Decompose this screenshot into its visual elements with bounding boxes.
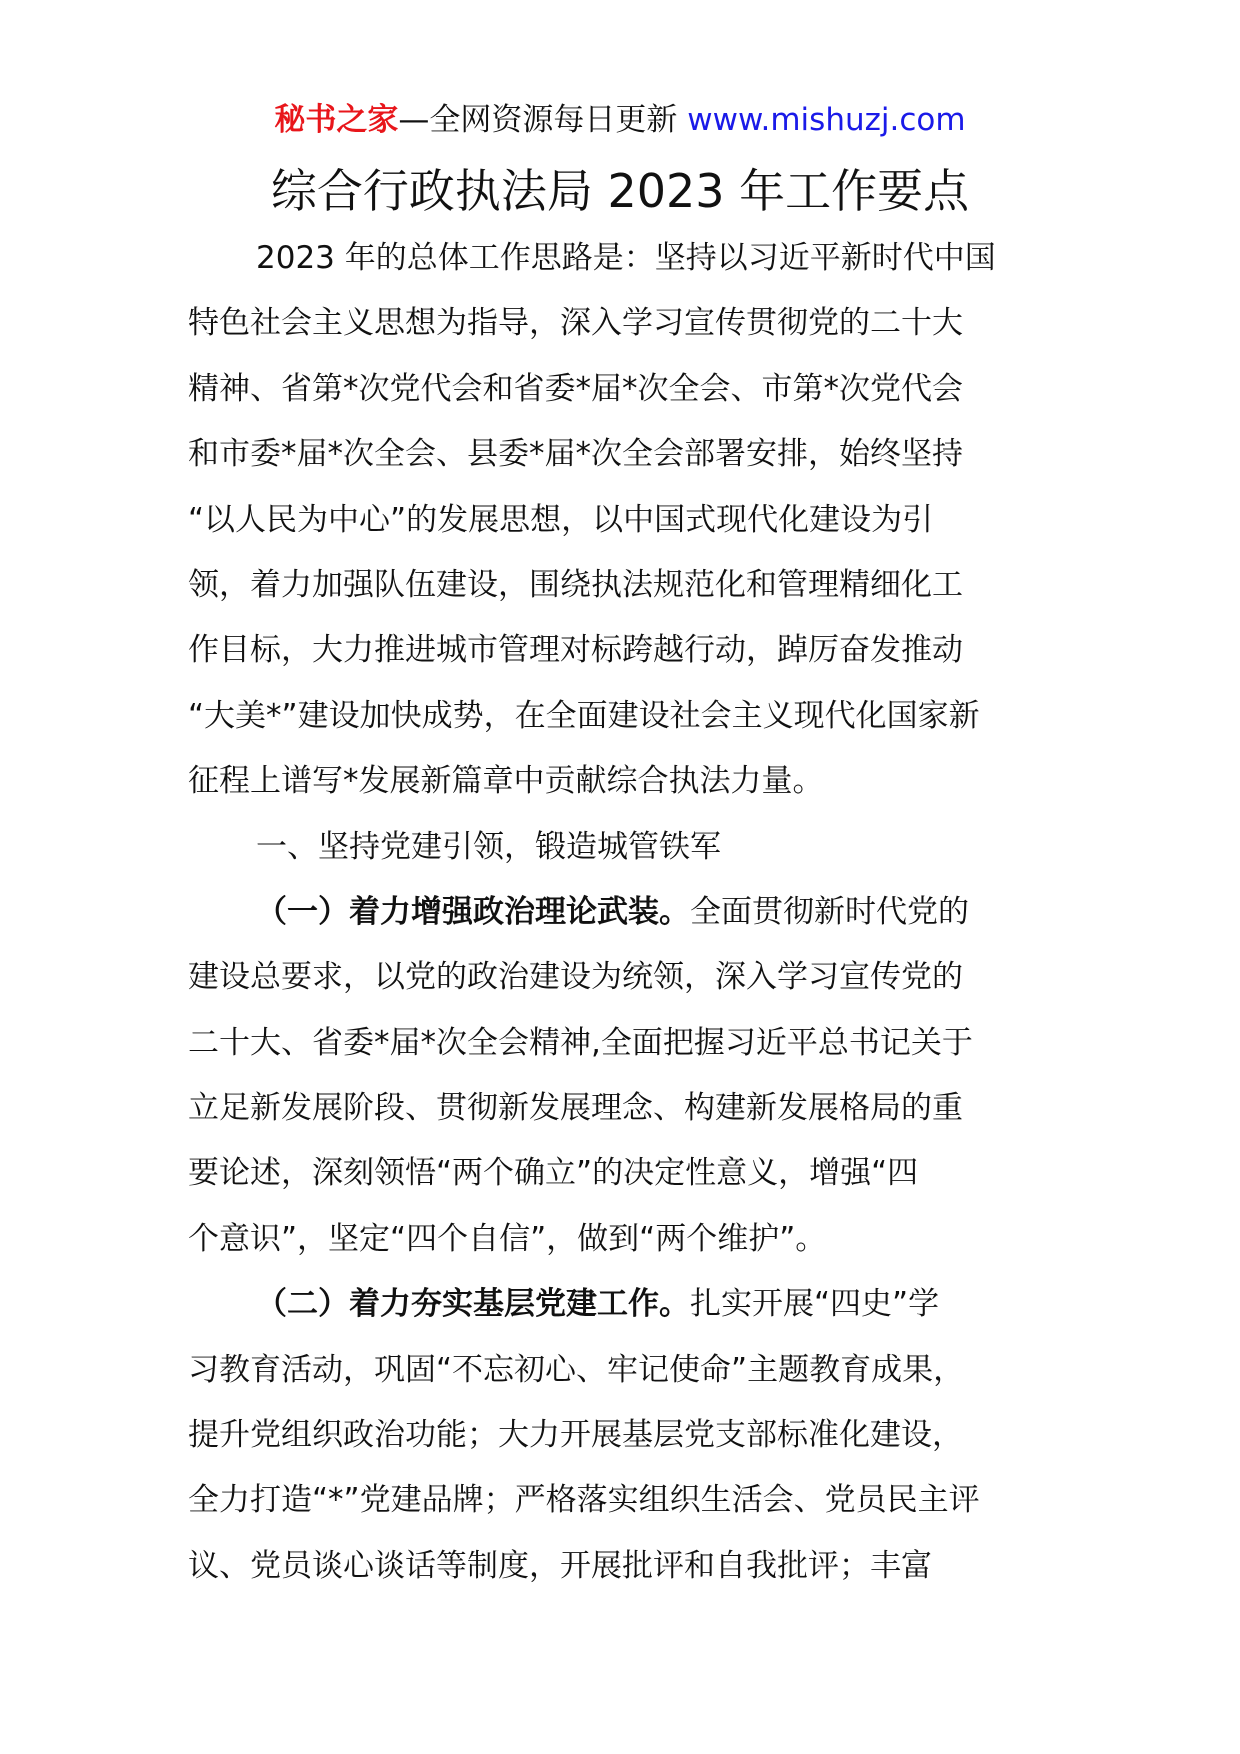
site-url[interactable]: www.mishuzj.com bbox=[687, 102, 966, 138]
text-line bbox=[188, 1272, 1068, 1337]
text-line bbox=[188, 291, 1068, 356]
line-text: 习教育活动，巩固“不忘初心、牢记使命”主题教育成果， bbox=[188, 1351, 965, 1388]
text-line bbox=[188, 1338, 1068, 1403]
line-text: 议、党员谈心谈话等制度，开展批评和自我批评；丰富 bbox=[188, 1547, 932, 1584]
section-heading: （一）着力增强政治理论武装。 bbox=[256, 893, 690, 930]
document-title: 综合行政执法局 2023 年工作要点 bbox=[270, 164, 970, 218]
text-line bbox=[188, 815, 1068, 880]
line-text: 2023 年的总体工作思路是：坚持以习近平新时代中国 bbox=[256, 240, 996, 276]
text-line bbox=[188, 1207, 1068, 1272]
line-text: 扎实开展“四史”学 bbox=[690, 1286, 940, 1323]
text-line bbox=[188, 1141, 1068, 1206]
line-text: 精神、省第*次党代会和省委*届*次全会、市第*次党代会 bbox=[188, 370, 963, 407]
line-text: 全面贯彻新时代党的 bbox=[690, 893, 969, 930]
text-line bbox=[188, 357, 1068, 422]
text-line bbox=[188, 618, 1068, 683]
line-text: 一、坚持党建引领，锻造城管铁军 bbox=[256, 828, 721, 865]
line-text: 提升党组织政治功能；大力开展基层党支部标准化建设， bbox=[188, 1417, 963, 1454]
line-text: 和市委*届*次全会、县委*届*次全会部署安排，始终坚持 bbox=[188, 436, 963, 473]
line-text: 个意识”，坚定“四个自信”，做到“两个维护”。 bbox=[188, 1220, 827, 1257]
line-text: 建设总要求，以党的政治建设为统领，深入学习宣传党的 bbox=[188, 959, 963, 996]
header-banner bbox=[0, 98, 1240, 142]
text-line bbox=[188, 1403, 1068, 1468]
text-line bbox=[188, 226, 1068, 291]
line-text: 二十大、省委*届*次全会精神,全面把握习近平总书记关于 bbox=[188, 1024, 973, 1061]
line-text: “以人民为中心”的发展思想，以中国式现代化建设为引 bbox=[188, 501, 934, 538]
line-text: “大美*”建设加快成势，在全面建设社会主义现代化国家新 bbox=[188, 697, 980, 734]
section-heading: （二）着力夯实基层党建工作。 bbox=[256, 1286, 690, 1323]
line-text: 特色社会主义思想为指导，深入学习宣传贯彻党的二十大 bbox=[188, 305, 963, 342]
text-line bbox=[188, 488, 1068, 553]
header-tagline: —全网资源每日更新 bbox=[398, 102, 688, 138]
text-line bbox=[188, 1011, 1068, 1076]
brand-name: 秘书之家 bbox=[274, 102, 399, 138]
text-line bbox=[188, 749, 1068, 814]
text-line bbox=[188, 880, 1068, 945]
line-text: 作目标，大力推进城市管理对标跨越行动，踔厉奋发推动 bbox=[188, 632, 963, 669]
text-line bbox=[188, 553, 1068, 618]
line-text: 征程上谱写*发展新篇章中贡献综合执法力量。 bbox=[188, 763, 824, 800]
line-text: 领，着力加强队伍建设，围绕执法规范化和管理精细化工 bbox=[188, 566, 963, 603]
document-body bbox=[188, 226, 1068, 1599]
text-line bbox=[188, 1534, 1068, 1599]
line-text: 要论述，深刻领悟“两个确立”的决定性意义，增强“四 bbox=[188, 1155, 919, 1192]
text-line bbox=[188, 684, 1068, 749]
text-line bbox=[188, 1076, 1068, 1141]
line-text: 全力打造“*”党建品牌；严格落实组织生活会、党员民主评 bbox=[188, 1482, 980, 1519]
text-line bbox=[188, 1468, 1068, 1533]
text-line bbox=[188, 422, 1068, 487]
line-text: 立足新发展阶段、贯彻新发展理念、构建新发展格局的重 bbox=[188, 1090, 963, 1127]
text-line bbox=[188, 945, 1068, 1010]
